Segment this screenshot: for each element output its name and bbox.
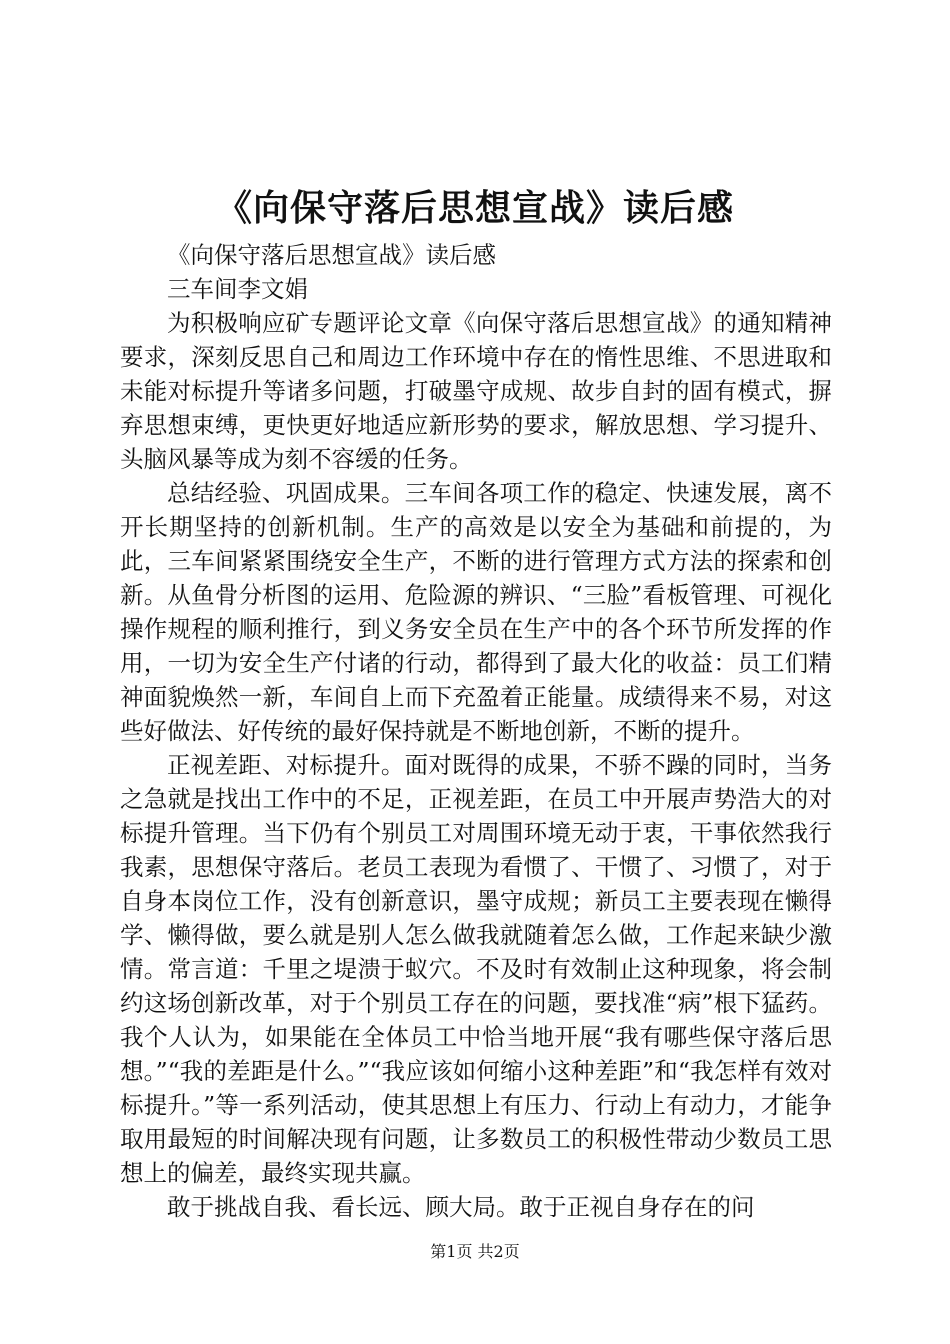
page-footer: 第1页 共2页 — [430, 1242, 520, 1261]
paragraph: 总结经验、巩固成果。三车间各项工作的稳定、快速发展，离不开长期坚持的创新机制。生产的高效是以安全为基础和前提的，为此，三车间紧紧围绕安全生产，不断的进行管理方式方法的探索和创新。从鱼骨分析图的运用、危险源的辨识、“三脸”看板管理、可视化操作规程的顺利推行，到义务安全员在生产中的各个环节所发挥的作用，一切为安全生产付诸的行动，都得到了最大化的收益：员工们精神面貌焕然一新，车间自上而下充盈着正能量。成绩得来不易，对这些好做法、好传统的最好保持就是不断地创新，不断的提升。 — [120, 479, 832, 745]
author-line: 三车间李文娟 — [167, 275, 308, 303]
document-body — [120, 238, 832, 1224]
paragraph: 为积极响应矿专题评论文章《向保守落后思想宣战》的通知精神要求，深刻反思自己和周边工作环境中存在的惰性思维、不思进取和未能对标提升等诸多问题，打破墨守成规、故步自封的固有模式，摒弃思想束缚，更快更好地适应新形势的要求，解放思想、学习提升、头脑风暴等成为刻不容缓的任务。 — [120, 309, 832, 473]
document-title: 《向保守落后思想宣战》读后感 — [215, 187, 734, 229]
subtitle-line: 《向保守落后思想宣战》读后感 — [167, 241, 496, 269]
paragraph: 正视差距、对标提升。面对既得的成果，不骄不躁的同时，当务之急就是找出工作中的不足，正视差距，在员工中开展声势浩大的对标提升管理。当下仍有个别员工对周围环境无动于衷，干事依然我行我素，思想保守落后。老员工表现为看惯了、干惯了、习惯了，对于自身本岗位工作，没有创新意识，墨守成规；新员工主要表现在懒得学、懒得做，要么就是别人怎么做我就随着怎么做，工作起来缺少激情。常言道：千里之堤溃于蚁穴。不及时有效制止这种现象，将会制约这场创新改革，对于个别员工存在的问题，要找准“病”根下猛药。我个人认为，如果能在全体员工中恰当地开展“我有哪些保守落后思想。”“我的差距是什么。”“我应该如何缩小这种差距”和“我怎样有效对标提升。”等一系列活动，使其思想上有压力、行动上有动力，才能争取用最短的时间解决现有问题，让多数员工的积极性带动少数员工思想上的偏差，最终实现共赢。 — [120, 751, 832, 1187]
paragraph: 敢于挑战自我、看长远、顾大局。敢于正视自身存在的问 — [167, 1193, 755, 1221]
